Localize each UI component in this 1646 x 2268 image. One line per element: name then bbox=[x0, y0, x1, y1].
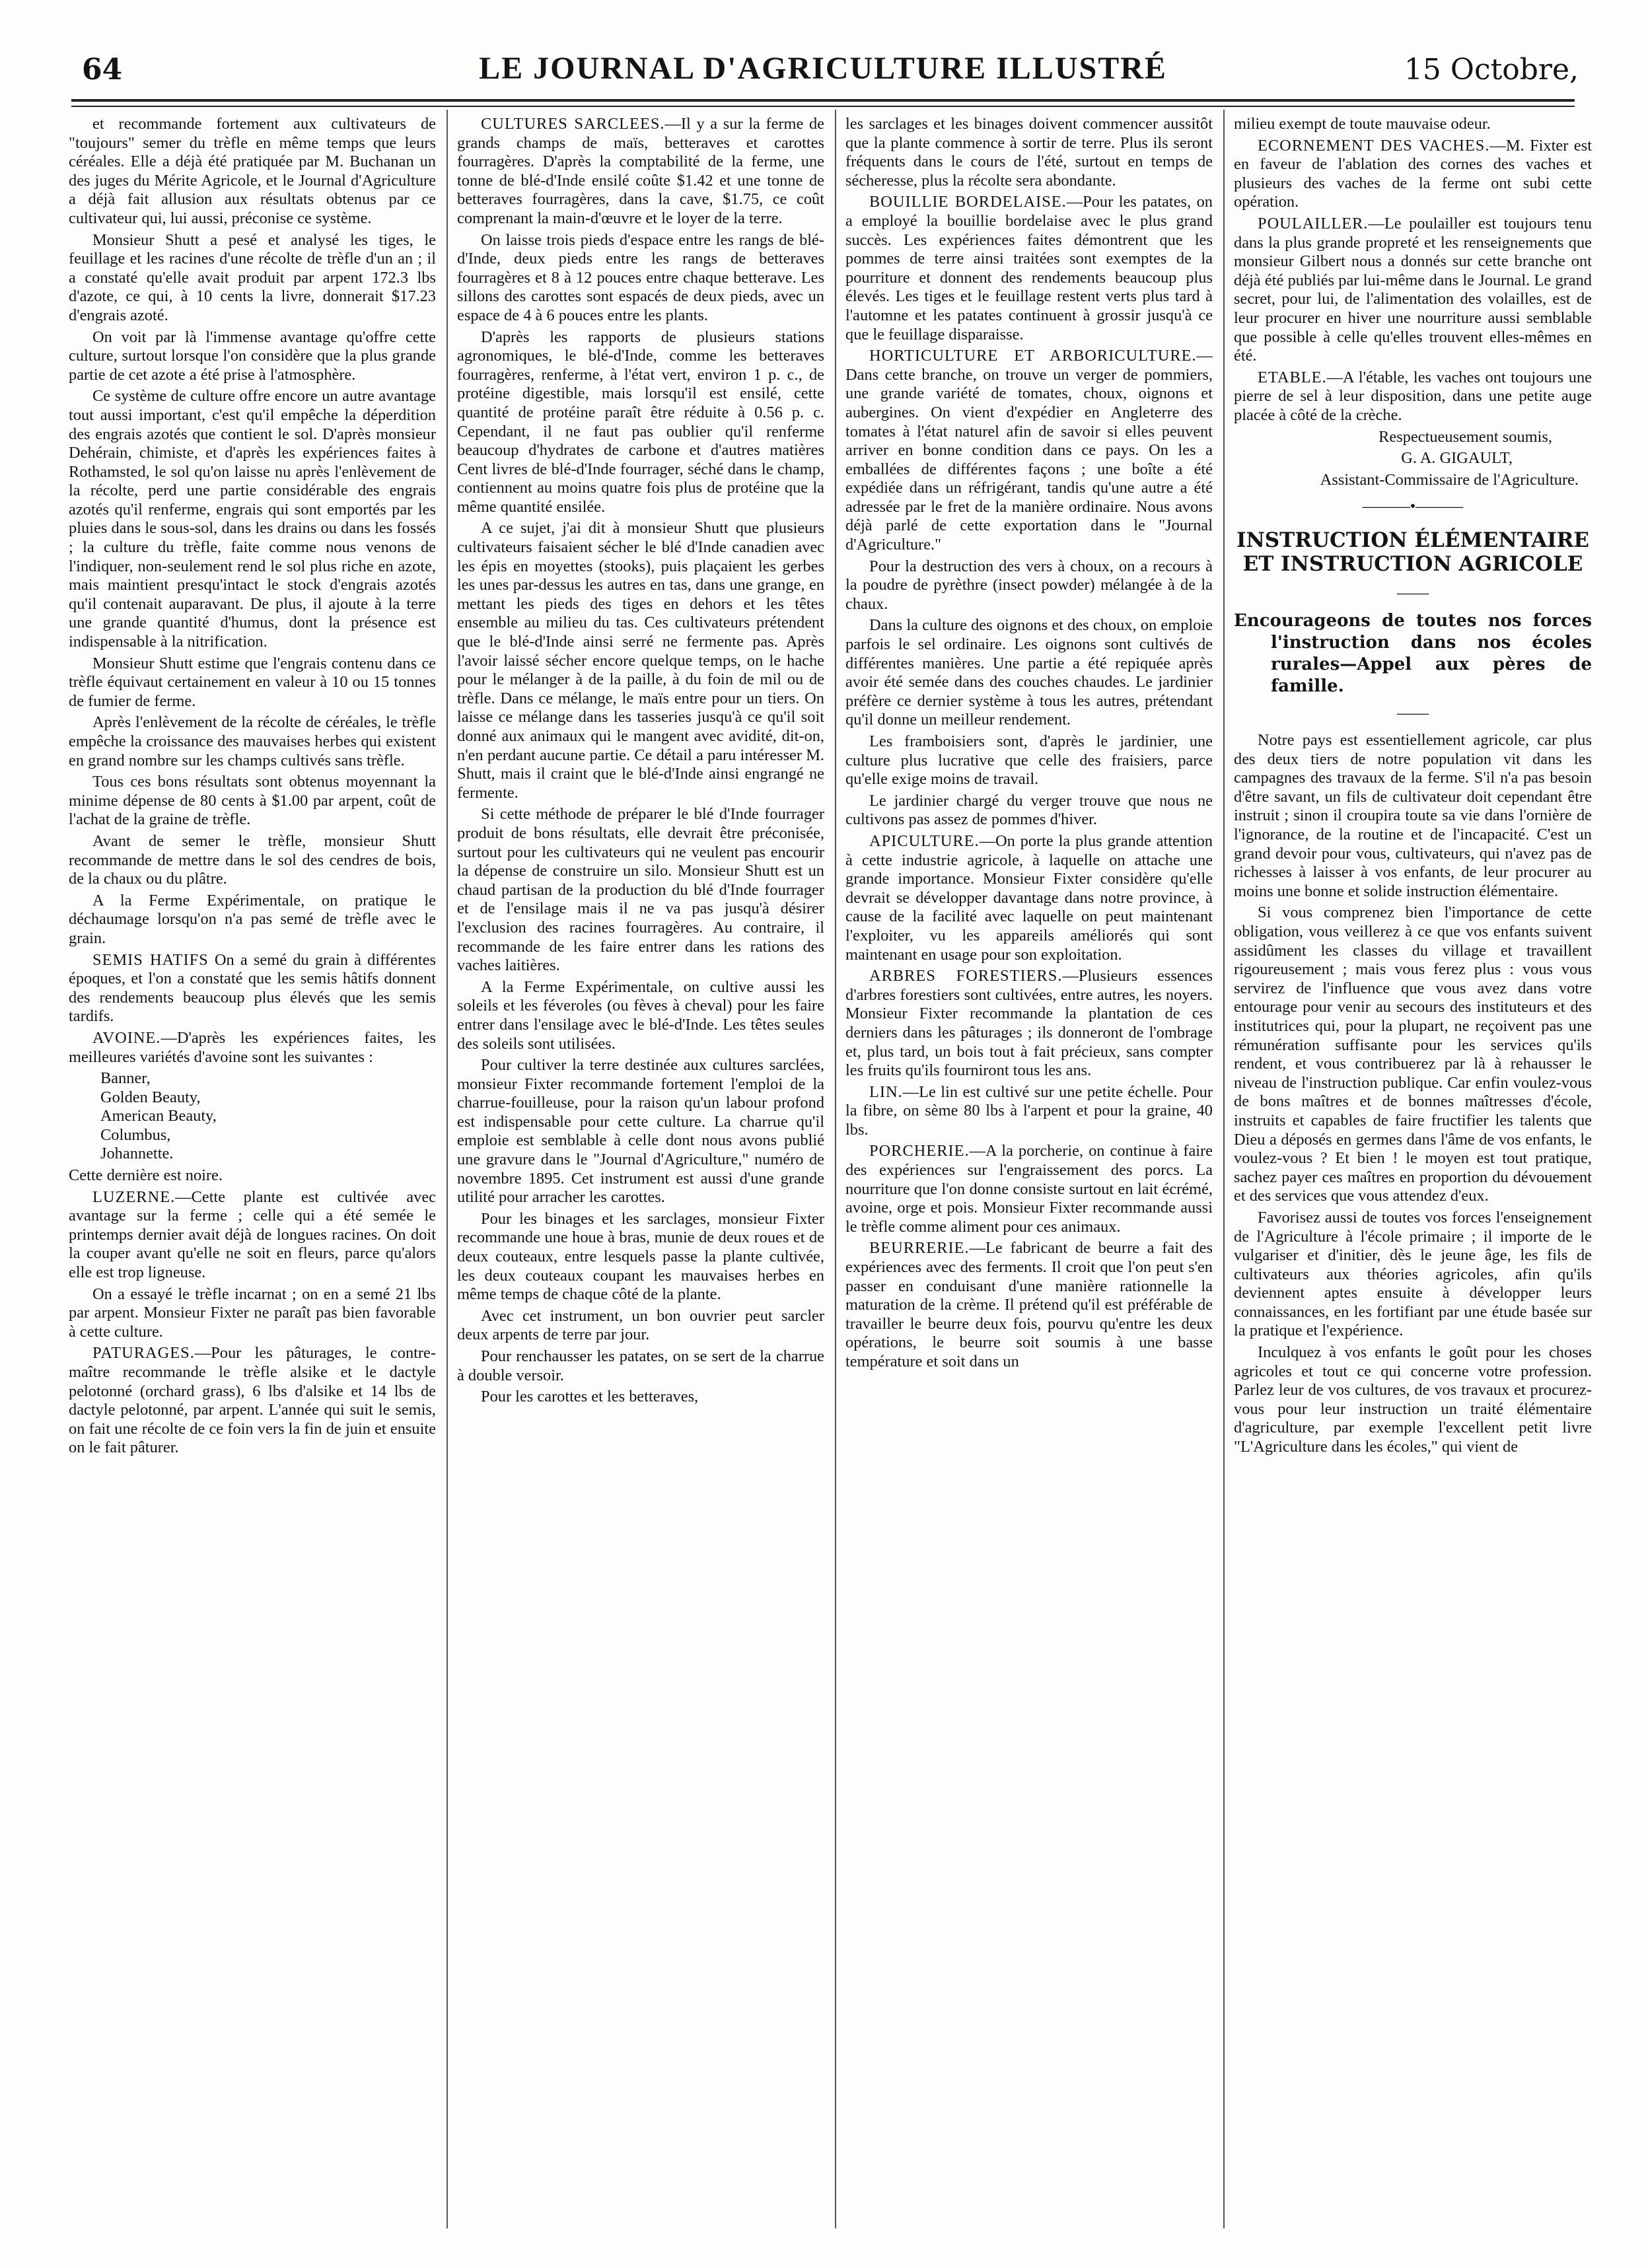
paragraph bbox=[69, 773, 436, 830]
paragraph-heading: ETABLE. bbox=[1258, 368, 1327, 386]
text-column-1 bbox=[69, 115, 436, 2224]
paragraph bbox=[457, 1388, 824, 1407]
paragraph bbox=[1234, 137, 1592, 212]
paragraph bbox=[69, 328, 436, 385]
paragraph-text: Monsieur Shutt a pesé et analysé les tiges, le feuillage et les racines d'une récolte de trèfle d'un an ; il a constaté qu'elle avait produit par arpent 172.3 lbs d'azote, ce qui, à 10 cents la livre, donnerait $17.23 d'engrais azoté. bbox=[69, 230, 436, 324]
paragraph bbox=[69, 1344, 436, 1458]
page-number: 64 bbox=[82, 53, 123, 87]
paragraph-text: A ce sujet, j'ai dit à monsieur Shutt que plusieurs cultivateurs faisaient sécher le blé d'Inde canadien avec les épis en moyettes (stooks), puis plaçaient les gerbes les unes par-dessus les autres en tas, dans une grange, en mettant les pieds des tiges en dehors et les têtes ensemble au milieu du tas. Ces cultivateurs prétendent que le blé-d'Inde ainsi serré ne fermente pas. Après l'avoir laissé sécher encore quelque temps, on le hache pour le mélanger à de la paille, à du foin de mil ou de trèfle. Dans ce mélange, le maïs entre pour un tiers. On laisse ce mélange dans les tasseries jusqu'à ce qu'il soit donné aux animaux qui le mangent avec avidité, dit-on, n'en perdant aucune partie. Ce détail a paru intéresser M. Shutt, mais il craint que le blé-d'Inde ainsi engrangé ne fermente. bbox=[457, 519, 824, 802]
paragraph-heading: LUZERNE. bbox=[92, 1187, 176, 1206]
paragraph-text: Tous ces bons résultats sont obtenus moyennant la minime dépense de 80 cents à $1.00 par arpent, coût de l'achat de la graine de trèfle. bbox=[69, 773, 436, 829]
signature-name: G. A. GIGAULT, bbox=[1401, 449, 1513, 468]
paragraph-heading: HORTICULTURE ET ARBORICULTURE. bbox=[869, 347, 1197, 365]
signature-title: Assistant-Commissaire de l'Agriculture. bbox=[1320, 470, 1579, 489]
paragraph-text: Le jardinier chargé du verger trouve que nous ne cultivons pas assez de pommes d'hiver. bbox=[845, 791, 1213, 829]
paragraph-heading: CULTURES SARCLEES. bbox=[481, 115, 665, 133]
section-ornament: ———•——— bbox=[1362, 498, 1464, 516]
issue-date: 15 Octobre, bbox=[1404, 53, 1579, 87]
paragraph-text: —Pour les patates, on a employé la bouillie bordelaise avec le plus grand succès. Les expériences faites démontrent que les pommes de terre ainsi traitées sont exemptes de la pourriture et donnent des rendements beaucoup plus élevés. Les tiges et le feuillage restent verts plus tard à l'automne et les patates continuent à grossir jusqu'à ce que le feuillage disparaisse. bbox=[845, 193, 1213, 343]
paragraph-text: Après l'enlèvement de la récolte de céréales, le trèfle empêche la croissance des mauvaises herbes qui existent en grand nombre sur les champs cultivés sans trèfle. bbox=[69, 713, 436, 769]
paragraph-heading: LIN. bbox=[869, 1082, 903, 1101]
paragraph-text: —A l'étable, les vaches ont toujours une pierre de sel à leur disposition, dans une petite auge placée à côté de la crèche. bbox=[1234, 368, 1592, 424]
paragraph-text: —Pour les pâturages, le contre-maître recommande le trèfle alsike et le dactyle pelotonné (orchard grass), 6 lbs d'alsike et 14 lbs de dactyle pelotonné, par arpent. L'année qui suit le semis, on fait une récolte de ce foin vers la fin de juin et ensuite on le fait pâturer. bbox=[69, 1344, 436, 1457]
paragraph-heading: ARBRES FORESTIERS. bbox=[869, 967, 1063, 985]
paragraph bbox=[69, 1285, 436, 1342]
section-subheading: Encourageons de toutes nos forces l'instruction dans nos écoles rurales—Appel aux pères de famille. bbox=[1234, 611, 1592, 697]
header-rule-thick bbox=[71, 99, 1575, 102]
text-column-2 bbox=[457, 115, 824, 2224]
paragraph-text: Notre pays est essentiellement agricole, car plus des deux tiers de notre population vit dans les campagnes des travaux de la ferme. S'il n'a pas besoin d'être savant, un fils de cultivateur doit cependant être instruit ; sinon il croupira toute sa vie dans l'ornière de l'ignorance, de la routine et de l'incapacité. C'est un grand devoir pour vous, cultivateurs, qui n'avez pas de richesses à laisser à vos enfants, de leur procurer au moins une bonne et solide instruction élémentaire. bbox=[1234, 731, 1592, 900]
paragraph-text: —M. Fixter est en faveur de l'ablation des cornes des vaches et plusieurs des vaches de la ferme ont subi cette opération. bbox=[1234, 136, 1592, 211]
paragraph-text: —Dans cette branche, on trouve un verger de pommiers, une grande variété de tomates, choux, oignons et aubergines. On vient d'expédier en Angleterre des tomates à l'état naturel afin de savoir si elles peuvent arriver en bonne condition dans ce pays. On les a emballées de différentes façons ; une boîte a été expédiée dans un réfrigérant, tandis qu'une autre a été adressée par le fret de la manière ordinaire. Nous avons déjà parlé de cette exportation dans le "Journal d'Agriculture." bbox=[845, 347, 1213, 554]
section-heading: INSTRUCTION ÉLÉMENTAIRE ET INSTRUCTION AGRICOLE bbox=[1236, 528, 1590, 576]
column-divider bbox=[835, 110, 836, 2228]
text-column-4 bbox=[1234, 115, 1592, 2224]
paragraph bbox=[845, 347, 1213, 555]
paragraph bbox=[845, 1083, 1213, 1140]
paragraph bbox=[69, 387, 436, 651]
paragraph bbox=[1234, 115, 1592, 134]
list-item: Banner, bbox=[100, 1069, 151, 1088]
paragraph-text: Avec cet instrument, un bon ouvrier peut sarcler deux arpents de terre par jour. bbox=[457, 1306, 824, 1344]
paragraph-text: Favorisez aussi de toutes vos forces l'enseignement de l'Agriculture à l'école primaire ; il importe de le vulgariser et d'initier, dès le jeune âge, les fils de cultivateurs aux théories agricoles, afin qu'ils deviennent aptes ensuite à développer leurs connaissances, en les fortifiant par une étude basée sur la pratique et l'expérience. bbox=[1234, 1208, 1592, 1340]
paragraph-text: Inculquez à vos enfants le goût pour les choses agricoles et tout ce qui concerne votre profession. Parlez leur de vos cultures, de vos travaux et procurez-vous pour leur instruction un traité élémentaire d'agriculture, par exemple l'excellent petit livre "L'Agriculture dans les écoles," qui vient de bbox=[1234, 1343, 1592, 1456]
paragraph bbox=[457, 231, 824, 326]
paragraph-text: —Le poulailler est toujours tenu dans la plus grande propreté et les renseignements que monsieur Gilbert nous a donnés sur cette branche ont déjà été publiés par lui-même dans le Journal. Le grand secret, pour lui, de l'alimentation des volailles, est de leur procurer en hiver une nourriture aussi semblable que possible à celle qu'elles trouvent elles-mêmes en été. bbox=[1234, 214, 1592, 365]
paragraph-text: Si vous comprenez bien l'importance de cette obligation, vous veillerez à ce que vos enfants suivent assidûment les classes du village et travaillent rigoureusement ; mais vous ferez plus : vous vous servirez de l'influence que vous avez dans votre entourage pour venir au secours des instituteurs et des institutrices qui, pour la plupart, ne reçoivent pas une rémunération suffisante pour les services qu'ils rendent, et vous contribuerez par là à rehausser le niveau de l'instruction publique. Car enfin voulez-vous de bons maîtres et de bonnes maîtresses d'école, instruits et capables de faire fructifier les talents que Dieu a déposés en germes dans l'âme de vos enfants, le voulez-vous ? Et bien ! le moyen est tout pratique, sachez payer ces maîtres en proportion du dévouement et des services que vous attendez d'eux. bbox=[1234, 904, 1592, 1205]
paragraph-text: Pour les binages et les sarclages, monsieur Fixter recommande une houe à bras, munie de deux roues et de deux couteaux, entre lesquels passe la plante cultivée, les deux couteaux coupant les mauvaises herbes en même temps de chaque côté de la plante. bbox=[457, 1209, 824, 1304]
paragraph bbox=[69, 655, 436, 711]
column-divider bbox=[447, 110, 448, 2228]
list-item: Columbus, bbox=[100, 1125, 171, 1144]
paragraph bbox=[69, 1029, 436, 1067]
column-divider bbox=[1223, 110, 1225, 2228]
paragraph-text: Les framboisiers sont, d'après le jardinier, une culture plus lucrative que celle des fraisiers, parce qu'elle exige moins de travail. bbox=[845, 732, 1213, 789]
paragraph-heading: POULAILLER. bbox=[1258, 214, 1369, 232]
paragraph-heading: SEMIS HATIFS bbox=[92, 950, 209, 969]
paragraph bbox=[69, 832, 436, 889]
paragraph bbox=[845, 557, 1213, 614]
paragraph bbox=[1234, 904, 1592, 1206]
list-item: Johannette. bbox=[100, 1145, 174, 1163]
list-item: American Beauty, bbox=[100, 1107, 217, 1125]
paragraph bbox=[845, 1142, 1213, 1236]
text-column-3 bbox=[845, 115, 1213, 2224]
paragraph bbox=[69, 231, 436, 326]
paragraph-text: Dans la culture des oignons et des choux, on emploie parfois le sel ordinaire. Les oignons sont cultivés de différentes manières. Une partie a été repiquée après avoir été semée dans des couches chaudes. Le jardinier préfère ce dernier système à tous les autres, prétendant qu'il donne un meilleur rendement. bbox=[845, 616, 1213, 729]
paragraph-text: Ce système de culture offre encore un autre avantage tout aussi important, c'est qu'il empêche la déperdition des engrais azotés que contient le sol. D'après monsieur Dehérain, chimiste, et d'après les expériences faites à Rothamsted, le sol qu'on laisse nu après l'enlèvement de la récolte, perd une partie considérable des engrais azotés qu'il renferme, engrais qui sont emportés par les pluies dans le sous-sol, dans les drains ou dans les fossés ; la culture du trèfle, faite comme nous venons de l'indiquer, non-seulement rend le sol plus riche en azote, mais maintient presqu'intact le stock d'engrais azotés qu'il contenait auparavant. De plus, il ajoute à la terre une grande quantité d'humus, dont la présence est indispensable à la nitrification. bbox=[69, 387, 436, 651]
paragraph bbox=[1234, 1343, 1592, 1457]
paragraph bbox=[845, 616, 1213, 730]
header-rule-thin bbox=[71, 106, 1575, 107]
paragraph-heading: PORCHERIE. bbox=[869, 1142, 970, 1160]
paragraph bbox=[457, 1307, 824, 1345]
paragraph-text: et recommande fortement aux cultivateurs de "toujours" semer du trèfle en même temps que leurs céréales. Elle a déjà été pratiquée par M. Buchanan un des juges du Mérite Agricole, et le Journal d'Agriculture a déjà fait allusion aux résultats obtenus par ce cultivateur qui, lui aussi, préconise ce système. bbox=[69, 115, 436, 227]
paragraph-text: —On porte la plus grande attention à cette industrie agricole, à laquelle on attache une grande importance. Monsieur Fixter considère qu'elle devrait se développer davantage dans notre province, à cause de la facilité avec laquelle on peut maintenant l'exploiter, vu les appareils améliorés qui sont maintenant en usage pour son exploitation. bbox=[845, 832, 1213, 964]
paragraph-heading: AVOINE. bbox=[92, 1028, 161, 1047]
paragraph bbox=[845, 732, 1213, 789]
paragraph-text: A la Ferme Expérimentale, on cultive aussi les soleils et les féveroles (ou fèves à cheval) pour les faire entrer dans l'ensilage avec le blé-d'Inde. Les têtes seules des soleils sont utilisées. bbox=[457, 977, 824, 1053]
paragraph bbox=[69, 892, 436, 948]
paragraph-text: —Cette plante est cultivée avec avantage sur la ferme ; celle qui a été semée le printemps dernier avait déjà de longues racines. On doit la couper avant qu'elle ne soit en fleurs, parce qu'alors elle est trop ligneuse. bbox=[69, 1187, 436, 1282]
paragraph-text: Pour la destruction des vers à choux, on a recours à la poudre de pyrèthre (insect powder) mélangée à de la chaux. bbox=[845, 557, 1213, 613]
paragraph-heading: APICULTURE. bbox=[869, 832, 980, 850]
paragraph-text: A la Ferme Expérimentale, on pratique le déchaumage lorsqu'on n'a pas semé de trèfle avec le grain. bbox=[69, 891, 436, 947]
paragraph bbox=[69, 1188, 436, 1283]
paragraph-text: —A la porcherie, on continue à faire des expériences sur l'engraissement des porcs. La nourriture que l'on donne consiste surtout en lait écrémé, avoine, orge et pois. Monsieur Fixter recommande aussi le trèfle comme aliment pour ces animaux. bbox=[845, 1142, 1213, 1236]
page-header bbox=[58, 48, 1588, 95]
paragraph bbox=[457, 519, 824, 802]
paragraph bbox=[1234, 215, 1592, 366]
paragraph bbox=[1234, 369, 1592, 425]
paragraph bbox=[845, 792, 1213, 830]
paragraph-heading: ECORNEMENT DES VACHES. bbox=[1258, 136, 1490, 155]
paragraph bbox=[69, 713, 436, 770]
paragraph-text: Cette dernière est noire. bbox=[69, 1166, 223, 1185]
masthead-title: LE JOURNAL D'AGRICULTURE ILLUSTRÉ bbox=[479, 51, 1167, 86]
paragraph-text: —Plusieurs essences d'arbres forestiers sont cultivées, entre autres, les noyers. Monsieur Fixter recommande la plantation de ces derniers dans les pâturages ; ils donneront de l'ombrage et, plus tard, un bois tout à fait précieux, sans compter les fruits qu'ils fourniront tous les ans. bbox=[845, 967, 1213, 1080]
paragraph-text: —Le fabricant de beurre a fait des expériences avec des ferments. Il croit que l'on peut s'en passer en conduisant d'une manière rationnelle la maturation de la crème. Il prétend qu'il est préférable de travailler le beurre deux fois, pourvu qu'entre les deux opérations, le beurre soit soumis à une basse température et soit dans un bbox=[845, 1239, 1213, 1370]
paragraph bbox=[1234, 1209, 1592, 1341]
paragraph bbox=[457, 1347, 824, 1385]
paragraph-text: Monsieur Shutt estime que l'engrais contenu dans ce trèfle équivaut certainement en valeur à 10 ou 15 tonnes de fumier de ferme. bbox=[69, 654, 436, 710]
paragraph-text: Pour renchausser les patates, on se sert de la charrue à double versoir. bbox=[457, 1347, 824, 1384]
paragraph bbox=[457, 328, 824, 517]
paragraph bbox=[845, 1239, 1213, 1371]
paragraph-text: —D'après les expériences faites, les meilleures variétés d'avoine sont les suivantes : bbox=[69, 1028, 436, 1066]
paragraph-text: les sarclages et les binages doivent commencer aussitôt que la plante commence à sortir de terre. Plus ils seront fréquents dans le cours de l'été, surtout en temps de sécheresse, plus la récolte sera abondante. bbox=[845, 115, 1213, 190]
paragraph-text: D'après les rapports de plusieurs stations agronomiques, le blé-d'Inde, comme les betteraves fourragères, renferme, à l'état vert, environ 1 p. c., de protéine digestible, mais lorsqu'il est ensilé, cette quantité de protéine paraît être réduite à 0.56 p. c. Cependant, il ne faut pas oublier qu'il renferme beaucoup d'hydrates de carbone et d'autres matières Cent livres de blé-d'Inde fourrager, séché dans le champ, contiennent au moins quatre fois plus de protéine que la même quantité ensilée. bbox=[457, 328, 824, 516]
paragraph-text: On a semé du grain à différentes époques, et l'on a constaté que les semis hâtifs donnent des rendements beaucoup plus élevés que les semis tardifs. bbox=[69, 950, 436, 1026]
paragraph-text: Avant de semer le trèfle, monsieur Shutt recommande de mettre dans le sol des cendres de bois, de la chaux ou du plâtre. bbox=[69, 832, 436, 888]
paragraph-heading: BOUILLIE BORDELAISE. bbox=[869, 193, 1067, 211]
paragraph-text: On a essayé le trèfle incarnat ; on en a semé 21 lbs par arpent. Monsieur Fixter ne paraît pas bien favorable à cette culture. bbox=[69, 1285, 436, 1341]
paragraph bbox=[69, 951, 436, 1026]
paragraph-text: Pour cultiver la terre destinée aux cultures sarclées, monsieur Fixter recommande fortement l'emploi de la charrue-fouilleuse, pour la raison qu'un labour profond est indispensable pour cette culture. La charrue qu'il emploie est semblable à celle dont nous avons publié une gravure dans le "Journal d'Agriculture," numéro de novembre 1895. Cet instrument est aussi d'une grande utilité pour arracher les carottes. bbox=[457, 1056, 824, 1207]
paragraph bbox=[845, 193, 1213, 344]
paragraph-text: On laisse trois pieds d'espace entre les rangs de blé-d'Inde, deux pieds entre les rangs de betteraves fourragères et 8 à 12 pouces entre chaque betterave. Les sillons des carottes sont espacés de deux pieds, avec un espace de 4 à 6 pouces entre les plants. bbox=[457, 230, 824, 324]
paragraph bbox=[457, 115, 824, 229]
paragraph-heading: PATURAGES. bbox=[92, 1344, 195, 1363]
paragraph bbox=[845, 967, 1213, 1081]
paragraph-text: On voit par là l'immense avantage qu'offre cette culture, surtout lorsque l'on considère que la plus grande partie de cet azote a été prise à l'atmosphère. bbox=[69, 328, 436, 384]
paragraph bbox=[457, 978, 824, 1053]
variety-list bbox=[69, 1069, 436, 1164]
heading-dash: —— bbox=[1397, 584, 1429, 602]
paragraph-text: Pour les carottes et les betteraves, bbox=[481, 1388, 699, 1406]
paragraph bbox=[845, 832, 1213, 964]
paragraph bbox=[457, 1056, 824, 1207]
list-item: Golden Beauty, bbox=[100, 1088, 201, 1106]
column-4-upper-text bbox=[1234, 115, 1592, 425]
paragraph bbox=[69, 115, 436, 229]
subheading-dash: —— bbox=[1397, 705, 1429, 723]
paragraph-text: Si cette méthode de préparer le blé d'Inde fourrager produit de bons résultats, elle devrait être préconisée, surtout pour les cultivateurs qui ne veulent pas encourir la dépense de construire un silo. Monsieur Shutt est un chaud partisan de la production du blé d'Inde fourrager et de l'ensilage mais il ne va pas jusqu'à désirer l'exclusion des racines fourragères. Au contraire, il recommande de les faire entrer dans les rations des vaches laitières. bbox=[457, 805, 824, 975]
paragraph bbox=[69, 1166, 436, 1186]
paragraph bbox=[457, 1210, 824, 1304]
signature-closing: Respectueusement soumis, bbox=[1378, 427, 1552, 446]
paragraph bbox=[845, 115, 1213, 190]
paragraph-text: —Le lin est cultivé sur une petite échelle. Pour la fibre, on sème 80 lbs à l'arpent et pour la graine, 40 lbs. bbox=[845, 1082, 1213, 1139]
paragraph bbox=[457, 805, 824, 975]
column-4-article-body bbox=[1234, 731, 1592, 1457]
paragraph-text: milieu exempt de toute mauvaise odeur. bbox=[1234, 115, 1491, 133]
paragraph bbox=[1234, 731, 1592, 901]
paragraph-heading: BEURRERIE. bbox=[869, 1239, 970, 1258]
paragraph-text: —Il y a sur la ferme de grands champs de maïs, betteraves et carottes fourragères. D'après la comptabilité de la ferme, une tonne de blé-d'Inde ensilé coûte $1.42 et une tonne de betteraves fourragères, dans la cave, $1.75, ce coût comprenant la main-d'œuvre et le loyer de la terre. bbox=[457, 115, 824, 227]
